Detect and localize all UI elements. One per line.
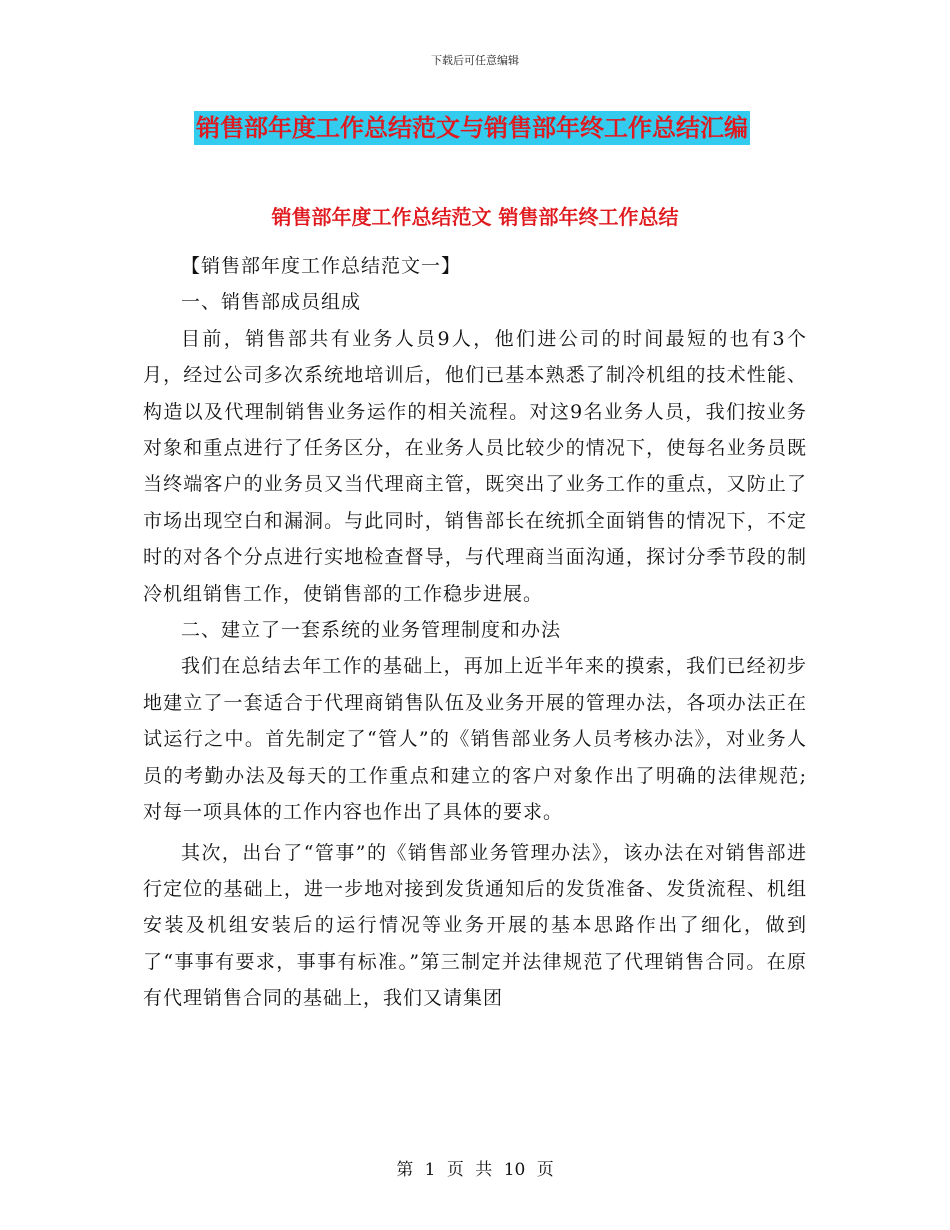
- document-body: [143, 248, 807, 1017]
- body-paragraph: 其次，出台了“管事”的《销售部业务管理办法》，该办法在对销售部进行定位的基础上，进一步地对接到发货通知后的发货准备、发货流程、机组安装及机组安装后的运行情况等业务开展的基本思路作出了细化，做到了“事事有要求，事事有标准。”第三制定并法律规范了代理销售合同。在原有代理销售合同的基础上，我们又请集团: [143, 841, 807, 1010]
- header-note: 下载后可任意编辑: [431, 54, 519, 67]
- document-subtitle: 销售部年度工作总结范文 销售部年终工作总结: [271, 205, 679, 229]
- body-paragraph: 目前，销售部共有业务人员9人，他们进公司的时间最短的也有3个月，经过公司多次系统地培训后，他们已基本熟悉了制冷机组的技术性能、构造以及代理制销售业务运作的相关流程。对这9名业务人员，我们按业务对象和重点进行了任务区分，在业务人员比较少的情况下，使每名业务员既当终端客户的业务员又当代理商主管，既突出了业务工作的重点，又防止了市场出现空白和漏洞。与此同时，销售部长在统抓全面销售的情况下，不定时的对各个分点进行实地检查督导，与代理商当面沟通，探讨分季节段的制冷机组销售工作，使销售部的工作稳步进展。: [143, 327, 807, 605]
- section-heading: 二、建立了一套系统的业务管理制度和办法: [181, 619, 562, 642]
- page-number: 第 1 页 共 10 页: [396, 1160, 554, 1180]
- section-heading: 一、销售部成员组成: [181, 291, 362, 314]
- document-title: 销售部年度工作总结范文与销售部年终工作总结汇编: [194, 111, 750, 145]
- section-heading: 【销售部年度工作总结范文一】: [181, 255, 462, 277]
- body-paragraph: 我们在总结去年工作的基础上，再加上近半年来的摸索，我们已经初步地建立了一套适合于代理商销售队伍及业务开展的管理办法，各项办法正在试运行之中。首先制定了“管人”的《销售部业务人员考核办法》，对业务人员的考勤办法及每天的工作重点和建立的客户对象作出了明确的法律规范;对每一项具体的工作内容也作出了具体的要求。: [143, 655, 807, 824]
